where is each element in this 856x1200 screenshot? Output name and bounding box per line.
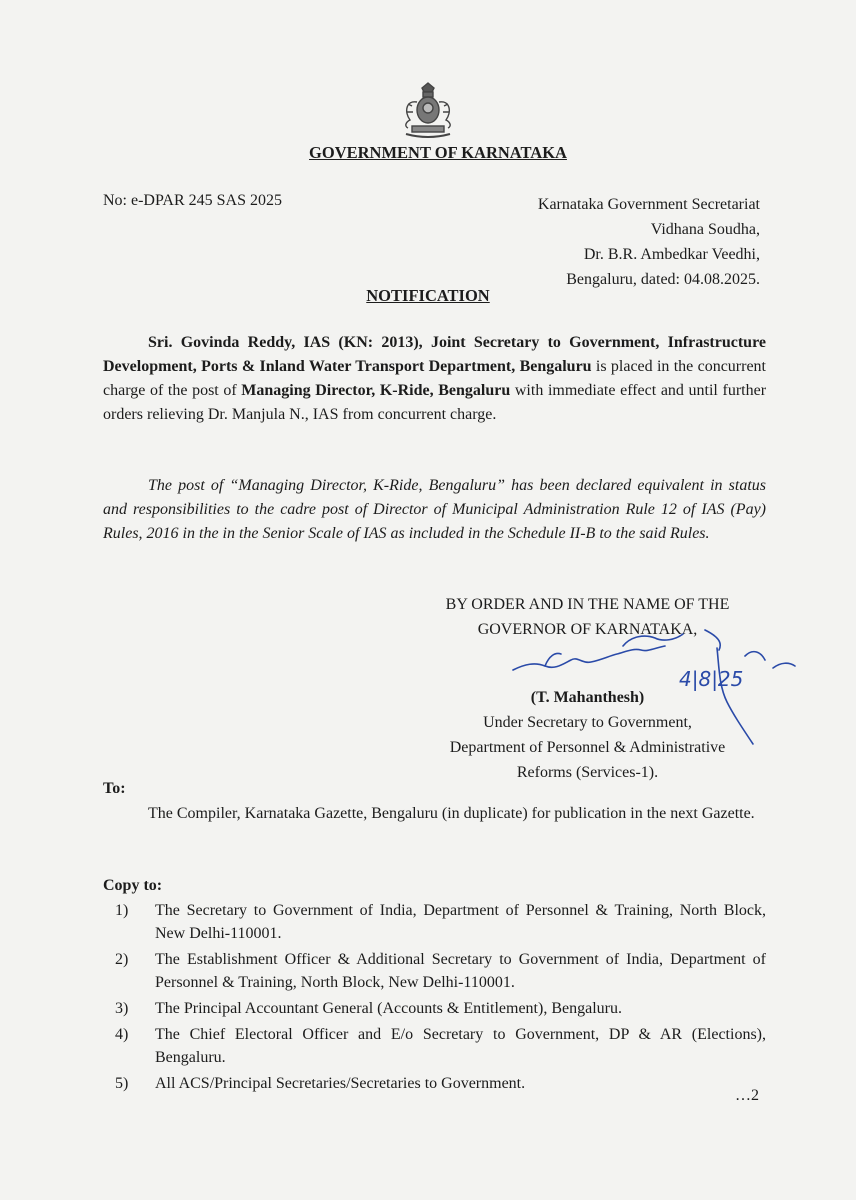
list-number: 2) [115,951,129,968]
address-line: Karnataka Government Secretariat [537,196,760,213]
list-item [103,899,766,945]
notification-paragraph-1 [103,331,766,427]
signer-designation: Under Secretary to Government, [483,714,692,731]
list-number: 3) [115,1000,129,1017]
notification-title: NOTIFICATION [366,286,490,305]
signature-date: 4|8|25 [679,667,744,691]
copy-to-list [103,899,766,1098]
list-number: 5) [115,1075,129,1092]
list-text: All ACS/Principal Secretaries/Secretaries to Government. [155,1075,526,1092]
signer-name: (T. Mahanthesh) [530,689,645,706]
signatory-block [400,685,775,785]
notification-paragraph-2: The post of “Managing Director, K-Ride, Bengaluru” has been declared equivalent in status and responsibilities to the cadre post of Director of Municipal Administration Rule 12 of IAS (Pay) Rules, 2016 in the in the Senior Scale of IAS as included in the Schedule II-B to the said Rules. [103,477,766,542]
list-item [103,1023,766,1069]
post-name: Managing Director, K-Ride, Bengaluru [241,382,511,399]
to-label: To: [103,780,126,797]
sender-address [470,192,760,292]
list-text: The Chief Electoral Officer and E/o Secretary to Government, DP & AR (Elections), Bengaluru. [155,1026,766,1066]
list-number: 1) [115,902,129,919]
to-recipient: The Compiler, Karnataka Gazette, Bengaluru (in duplicate) for publication in the next Gazette. [148,805,755,822]
paragraph-text: is placed in the concurrent charge of the post of [103,358,767,399]
copy-to-label: Copy to: [103,877,163,894]
signer-designation: Department of Personnel & Administrative [449,739,726,756]
government-title: GOVERNMENT OF KARNATAKA [309,143,567,162]
signer-designation: Reforms (Services-1). [516,764,659,781]
list-item [103,997,766,1020]
address-line: Vidhana Soudha, [650,221,760,238]
list-text: The Establishment Officer & Additional Secretary to Government of India, Department of Personnel & Training, North Block, New Delhi-110001. [155,951,766,991]
reference-number: No: e-DPAR 245 SAS 2025 [103,192,282,209]
list-text: The Principal Accountant General (Accounts & Entitlement), Bengaluru. [155,1000,622,1017]
list-item [103,948,766,994]
order-line: GOVERNOR OF KARNATAKA, [477,621,698,638]
list-number: 4) [115,1026,129,1043]
address-line: Bengaluru, dated: 04.08.2025. [566,271,760,288]
paragraph-text: with immediate effect and until further orders relieving Dr. Manjula N., IAS from concurrent charge. [103,382,767,423]
list-text: The Secretary to Government of India, Department of Personnel & Training, North Block, New Delhi-110001. [155,902,766,942]
list-item [103,1072,766,1095]
address-line: Dr. B.R. Ambedkar Veedhi, [583,246,760,263]
page-continuation-marker: …2 [735,1087,759,1104]
karnataka-emblem-icon [398,82,458,140]
officer-details: Sri. Govinda Reddy, IAS (KN: 2013), Joint Secretary to Government, Infrastructure Development, Ports & Inland Water Transport Department, Bengaluru [103,334,766,375]
order-line: BY ORDER AND IN THE NAME OF THE [445,596,730,613]
